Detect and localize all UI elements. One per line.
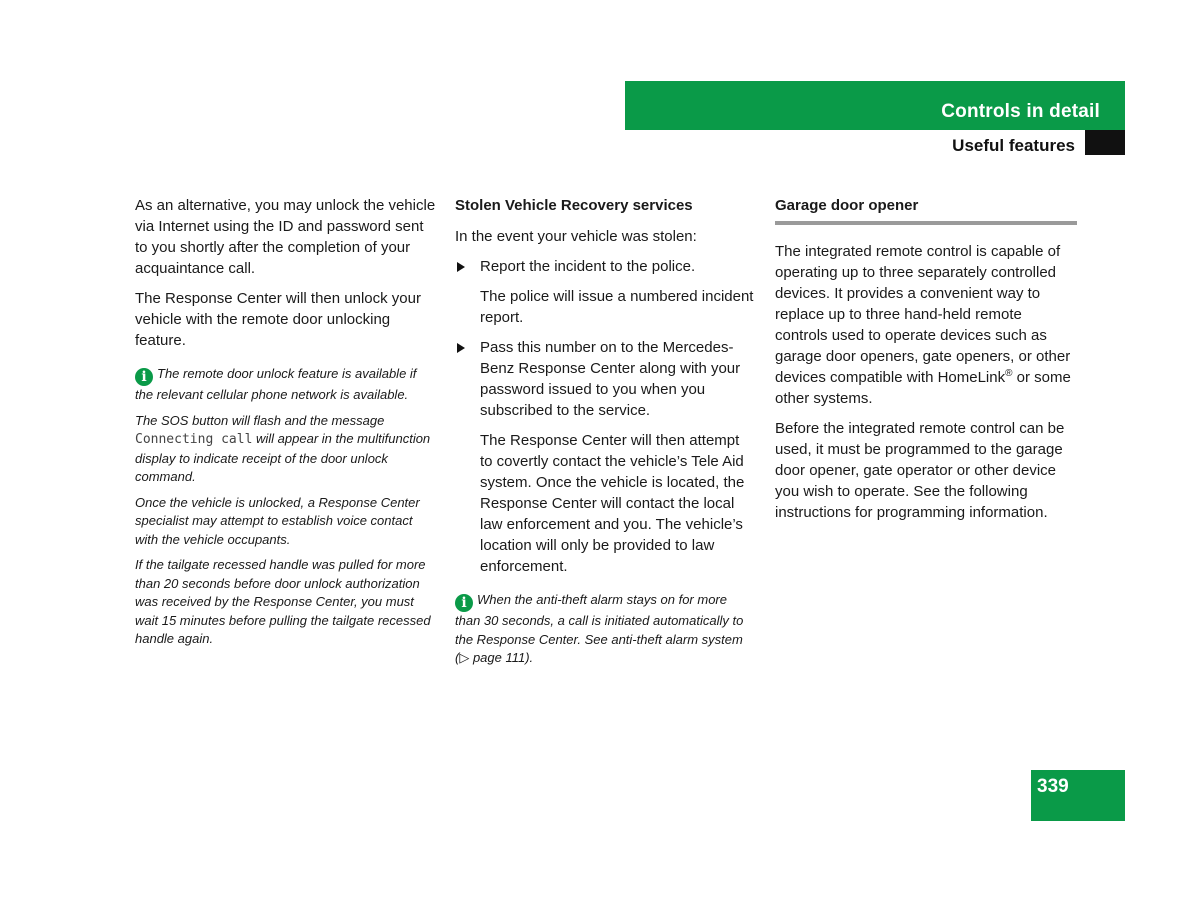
- page-number-text: 339: [1037, 776, 1069, 797]
- column-middle: [455, 195, 755, 675]
- bullet-arrow-icon: [457, 343, 465, 353]
- paragraph: Before the integrated remote control can be used, it must be programmed to the garage door opener, gate operator or other device you wish to operate. See the following instructions for programming information.: [775, 420, 1065, 521]
- paragraph: In the event your vehicle was stolen:: [455, 228, 697, 245]
- info-note-text: The remote door unlock feature is available if the relevant cellular phone network is available.: [135, 366, 417, 402]
- bullet-text: Pass this number on to the Mercedes-Benz Response Center along with your password issued to you when you subscribed to the service.: [480, 339, 741, 419]
- column-right: [775, 195, 1077, 532]
- note: If the tailgate recessed handle was pulled for more than 20 seconds before door unlock authorization was received by the Response Center, you must wait 15 minutes before pulling the tailgate recessed handle again.: [135, 557, 431, 646]
- info-icon: i: [455, 594, 473, 612]
- paragraph: The Response Center will then unlock your vehicle with the remote door unlocking feature.: [135, 290, 421, 349]
- paragraph: [775, 241, 1077, 409]
- paragraph-text: or some other systems.: [775, 369, 1071, 407]
- header-bar: [625, 81, 1125, 130]
- info-note-text: When the anti-theft alarm stays on for more than 30 seconds, a call is initiated automatically to the Response Center. See anti-theft alarm system (▷ page 111).: [455, 592, 744, 665]
- page-subtitle: Useful features: [952, 136, 1075, 155]
- paragraph: As an alternative, you may unlock the vehicle via Internet using the ID and password sent to you shortly after the completion of your acquaintance call.: [135, 197, 436, 277]
- column-left: [135, 195, 437, 656]
- section-heading: Garage door opener: [775, 195, 1077, 225]
- info-icon: i: [135, 368, 153, 386]
- note: [135, 412, 437, 487]
- section-tab-marker: [1085, 130, 1125, 155]
- note-text: The SOS button will flash and the message: [135, 412, 385, 428]
- bullet-arrow-icon: [457, 262, 465, 272]
- paragraph: The police will issue a numbered incident report.: [480, 288, 754, 326]
- bullet-text: Report the incident to the police.: [480, 258, 696, 275]
- display-message: Connecting call: [135, 432, 253, 447]
- page-number: [1031, 770, 1125, 821]
- info-note: [455, 591, 755, 668]
- section-title: Controls in detail: [941, 101, 1100, 122]
- note: Once the vehicle is unlocked, a Response Center specialist may attempt to establish voice contact with the vehicle occupants.: [135, 494, 420, 547]
- note-text: will appear in the multifunction display to indicate receipt of the door unlock command.: [135, 431, 431, 484]
- bullet-item: [455, 337, 755, 421]
- registered-mark: ®: [1005, 368, 1013, 379]
- section-heading: Stolen Vehicle Recovery services: [455, 197, 693, 214]
- paragraph-text: The integrated remote control is capable of operating up to three separately controlled devices. It provides a convenient way to replace up to three hand-held remote controls used to operate devices such as garage door openers, gate openers, or other devices compatible with HomeLink: [775, 243, 1071, 386]
- bullet-item: [455, 256, 755, 277]
- info-note: [135, 365, 437, 405]
- paragraph: The Response Center will then attempt to covertly contact the vehicle’s Tele Aid system. Once the vehicle is located, the Response Center will contact the local law enforcement and you. The vehicle’s location will only be provided to law enforcement.: [480, 432, 745, 575]
